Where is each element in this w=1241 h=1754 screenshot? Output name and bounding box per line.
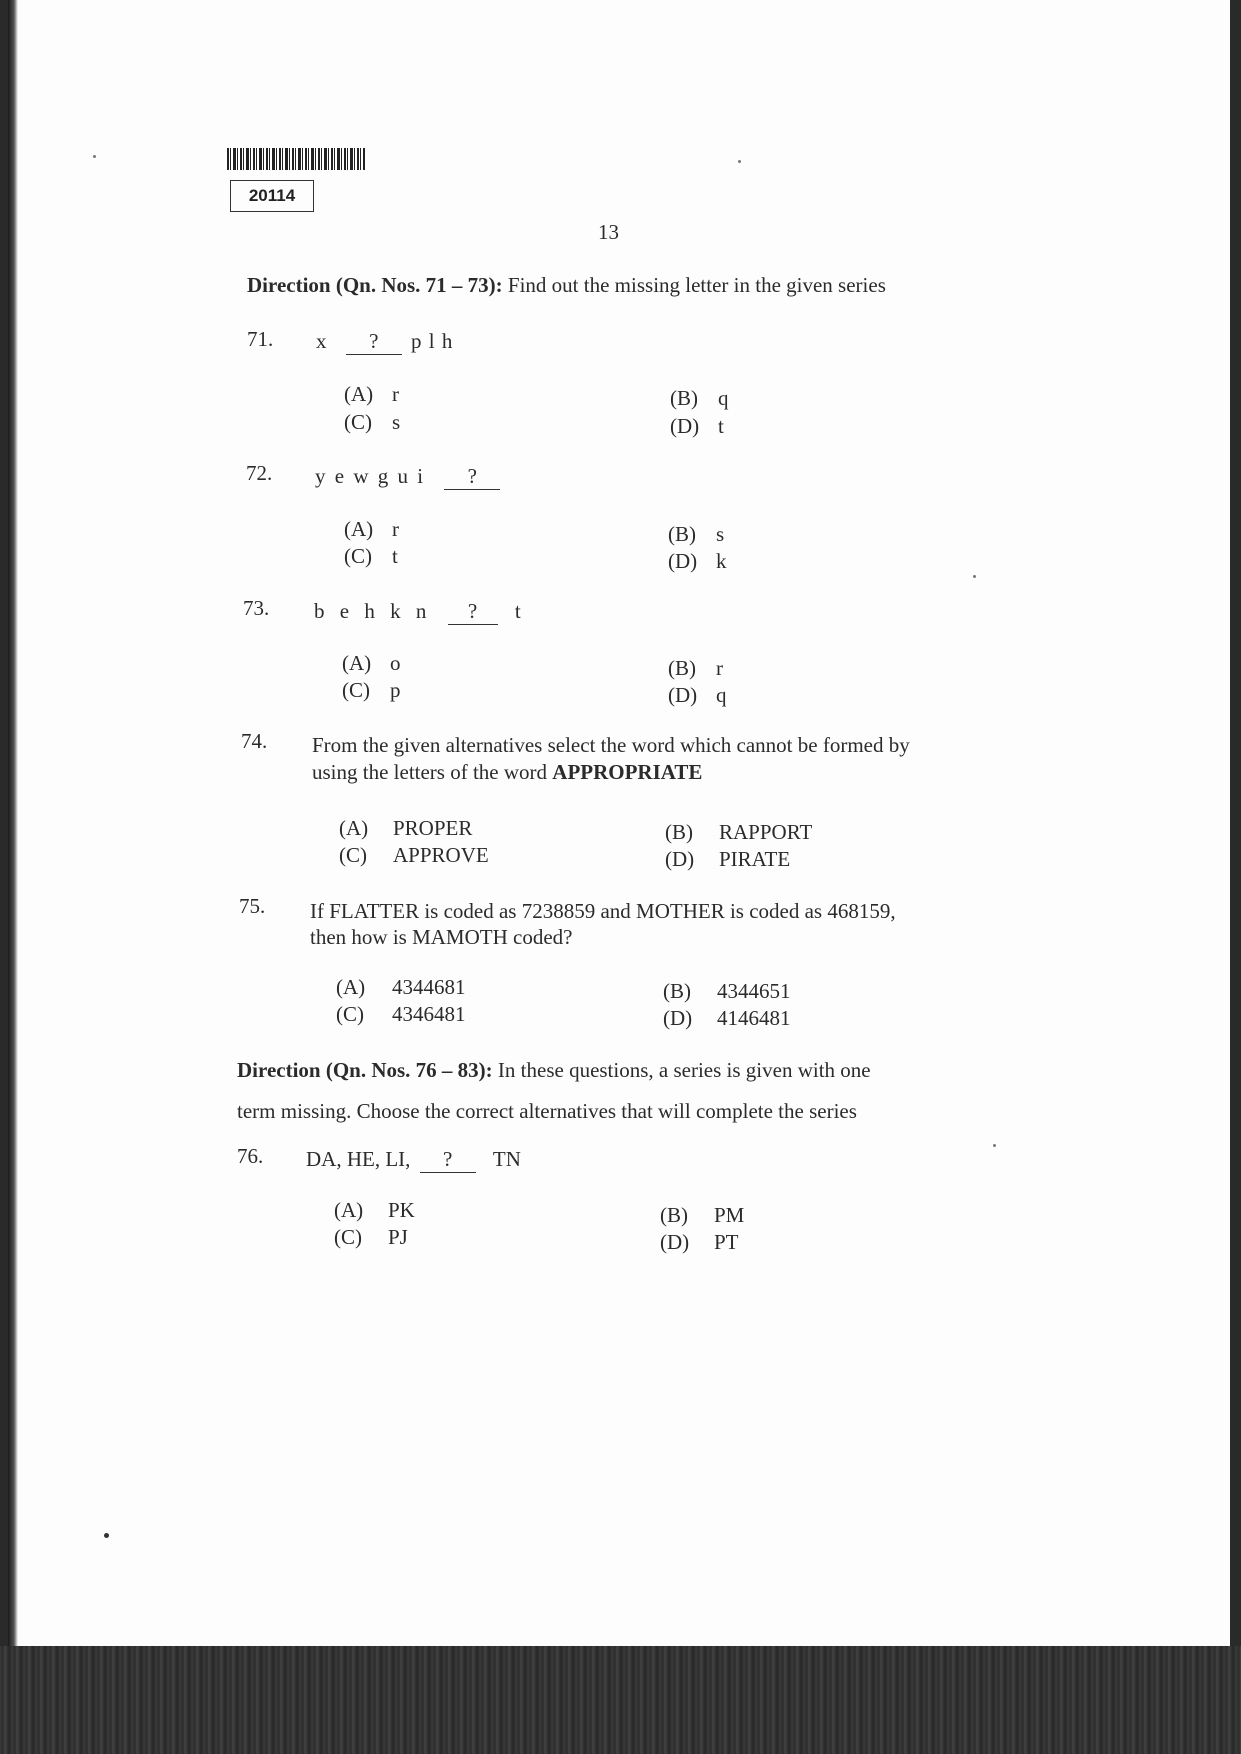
- option-c[interactable]: (C) s: [344, 410, 401, 434]
- option-b[interactable]: (B) PM: [660, 1203, 745, 1227]
- option-d[interactable]: (D) q: [668, 683, 727, 707]
- series-end: p l h: [411, 329, 454, 353]
- option-d[interactable]: (D) t: [670, 414, 724, 438]
- option-d[interactable]: (D) 4146481: [663, 1006, 791, 1030]
- question-74-line1: From the given alternatives select the word which cannot be formed by: [312, 733, 910, 757]
- direction-76-83-line2: term missing. Choose the correct alternatives that will complete the series: [237, 1099, 857, 1123]
- question-number: 73.: [243, 596, 270, 620]
- question-75-line2: then how is MAMOTH coded?: [310, 925, 573, 949]
- series-end: t: [514, 599, 521, 623]
- question-number: 74.: [241, 729, 268, 753]
- series-start: y e w g u i: [315, 464, 424, 488]
- scanner-band: [0, 1646, 1241, 1754]
- option-a[interactable]: (A) r: [344, 517, 399, 541]
- option-a[interactable]: (A) PK: [334, 1198, 415, 1222]
- paper-code: 20114: [230, 180, 314, 212]
- question-74-line2: using the letters of the word APPROPRIATE: [312, 760, 703, 784]
- barcode: [227, 148, 365, 170]
- scan-speck: [993, 1144, 996, 1147]
- series-start: x: [316, 329, 327, 353]
- question-75-line1: If FLATTER is coded as 7238859 and MOTHER is coded as 468159,: [310, 899, 896, 923]
- option-a[interactable]: (A) o: [342, 651, 401, 675]
- option-d[interactable]: (D) PT: [660, 1230, 739, 1254]
- option-b[interactable]: (B) r: [668, 656, 723, 680]
- scan-speck: [738, 160, 741, 163]
- page-number: 13: [598, 220, 619, 244]
- option-b[interactable]: (B) 4344651: [663, 979, 791, 1003]
- series-end: TN: [492, 1147, 521, 1171]
- scan-speck: [973, 575, 976, 578]
- direction-text: In these questions, a series is given with one: [497, 1058, 871, 1082]
- series-start: b e h k n: [314, 599, 427, 623]
- key-word: APPROPRIATE: [552, 760, 703, 784]
- direction-76-83: [237, 1058, 871, 1083]
- direction-71-73: [247, 273, 886, 298]
- direction-text: Find out the missing letter in the given series: [507, 273, 886, 297]
- option-d[interactable]: (D) k: [668, 549, 727, 573]
- option-d[interactable]: (D) PIRATE: [665, 847, 791, 871]
- missing-blank: ?: [346, 329, 402, 355]
- direction-label: Direction (Qn. Nos. 76 – 83):: [237, 1058, 493, 1082]
- option-b[interactable]: (B) s: [668, 522, 725, 546]
- question-73-series: [314, 599, 521, 625]
- option-a[interactable]: (A) 4344681: [336, 975, 466, 999]
- question-72-series: [315, 464, 500, 490]
- option-c[interactable]: (C) 4346481: [336, 1002, 466, 1026]
- option-c[interactable]: (C) p: [342, 678, 401, 702]
- option-a[interactable]: (A) PROPER: [339, 816, 473, 840]
- scan-speck: [93, 155, 96, 158]
- option-c[interactable]: (C) t: [344, 544, 398, 568]
- direction-label: Direction (Qn. Nos. 71 – 73):: [247, 273, 503, 297]
- series-start: DA, HE, LI,: [306, 1147, 411, 1171]
- question-76-series: [306, 1147, 521, 1173]
- missing-blank: ?: [448, 599, 498, 625]
- question-71-series: [316, 329, 453, 355]
- question-number: 71.: [247, 327, 274, 351]
- option-c[interactable]: (C) PJ: [334, 1225, 408, 1249]
- question-number: 72.: [246, 461, 273, 485]
- missing-blank: ?: [444, 464, 500, 490]
- option-b[interactable]: (B) RAPPORT: [665, 820, 813, 844]
- question-number: 76.: [237, 1144, 264, 1168]
- option-a[interactable]: (A) r: [344, 382, 399, 406]
- missing-blank: ?: [420, 1147, 476, 1173]
- page-edge-shadow: [8, 0, 18, 1646]
- question-number: 75.: [239, 894, 266, 918]
- option-c[interactable]: (C) APPROVE: [339, 843, 489, 867]
- exam-page: [8, 0, 1230, 1646]
- option-b[interactable]: (B) q: [670, 386, 729, 410]
- scan-speck: [104, 1533, 109, 1538]
